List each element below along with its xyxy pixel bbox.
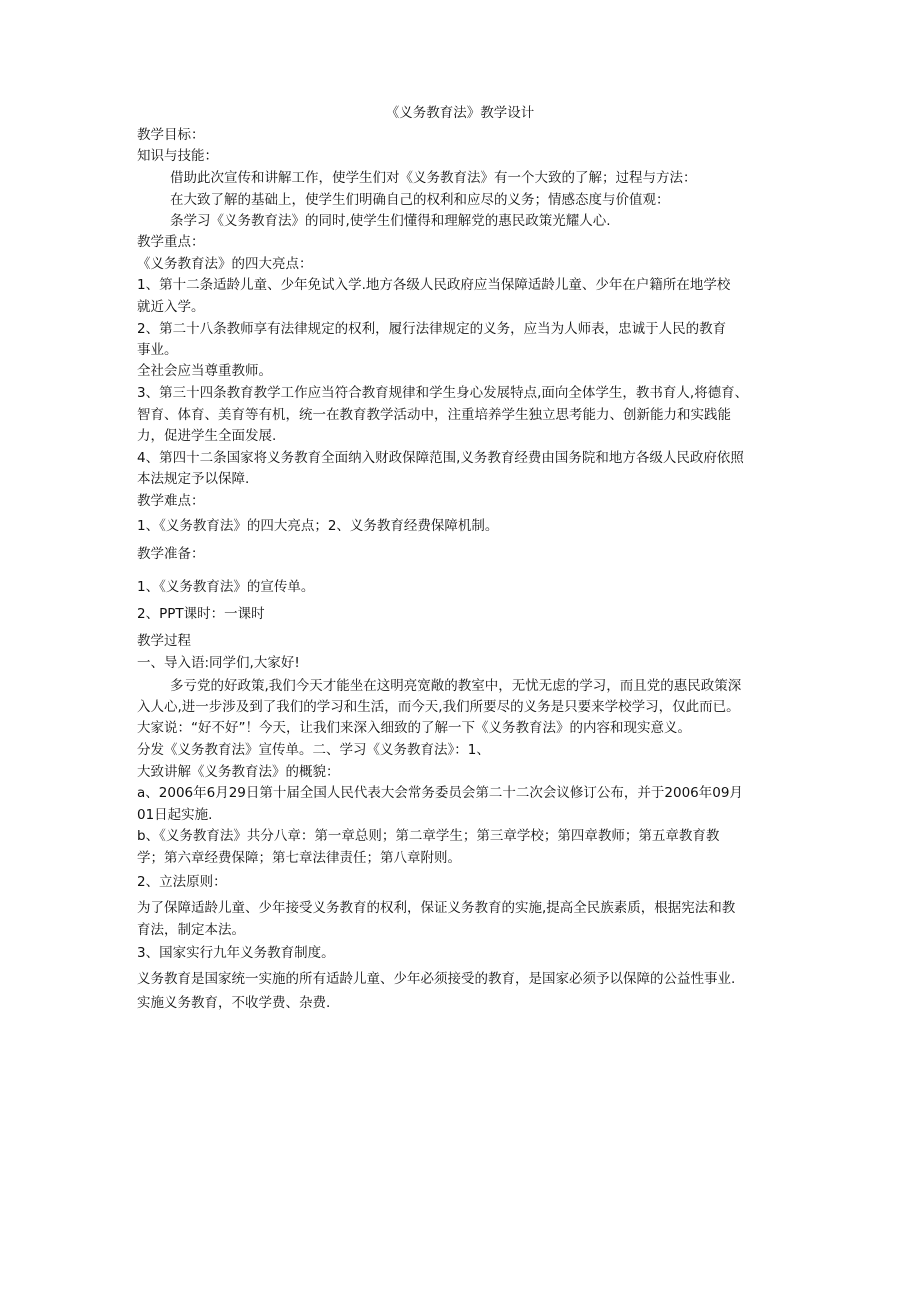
text-line: 实施义务教育，不收学费、杂费.: [137, 995, 331, 1011]
text-line: 1、第十二条适龄儿童、少年免试入学.地方各级人民政府应当保障适龄儿童、少年在户籍所在地学校: [137, 277, 731, 293]
text-line: 教学难点：: [137, 493, 205, 509]
text-line: 入人心,进一步涉及到了我们的学习和生活，而今天,我们所要尽的义务是只要来学校学习，仅此而已。: [137, 699, 740, 715]
text-line: 《义务教育法》的四大亮点：: [137, 256, 313, 272]
text-line: 智育、体育、美育等有机，统一在教育教学活动中，注重培养学生独立思考能力、创新能力和实践能: [137, 407, 731, 423]
text-line: 教学过程: [137, 633, 191, 649]
text-line: 义务教育是国家统一实施的所有适龄儿童、少年必须接受的教育，是国家必须予以保障的公益性事业.: [137, 971, 736, 987]
text-line: 1、《义务教育法》的宣传单。: [137, 579, 315, 595]
text-line: 力，促进学生全面发展.: [137, 428, 277, 444]
text-line: 1、《义务教育法》的四大亮点；2、义务教育经费保障机制。: [137, 518, 499, 534]
text-line: 学；第六章经费保障；第七章法律责任；第八章附则。: [137, 850, 461, 866]
text-line: 全社会应当尊重教师。: [137, 363, 272, 379]
text-line: 教学准备：: [137, 546, 205, 562]
text-line: 4、第四十二条国家将义务教育全面纳入财政保障范围,义务教育经费由国务院和地方各级人民政府依照: [137, 450, 744, 466]
text-line: 知识与技能：: [137, 148, 218, 164]
text-line: 教学重点：: [137, 234, 205, 250]
text-line: 条学习《义务教育法》的同时,使学生们懂得和理解党的惠民政策光耀人心.: [170, 213, 611, 229]
text-line: 为了保障适龄儿童、少年接受义务教育的权利，保证义务教育的实施,提高全民族素质，根据宪法和教: [137, 900, 736, 916]
text-line: 多亏党的好政策,我们今天才能坐在这明亮宽敞的教室中，无忧无虑的学习，而且党的惠民政策深: [170, 678, 742, 694]
text-line: 事业。: [137, 342, 178, 358]
text-line: a、2006年6月29日第十届全国人民代表大会常务委员会第二十二次会议修订公布，并于2006年09月: [137, 785, 743, 801]
text-line: 就近入学。: [137, 299, 205, 315]
text-line: 教学目标：: [137, 127, 205, 143]
text-line: 一、导入语:同学们,大家好!: [137, 655, 300, 671]
text-line: b、《义务教育法》共分八章：第一章总则；第二章学生；第三章学校；第四章教师；第五章教育教: [137, 828, 720, 844]
text-line: 01日起实施.: [137, 807, 213, 823]
text-line: 分发《义务教育法》宣传单。二、学习《义务教育法》：1、: [137, 742, 490, 758]
text-line: 大家说：“好不好”！今天，让我们来深入细致的了解一下《义务教育法》的内容和现实意义。: [137, 720, 691, 736]
text-line: 3、国家实行九年义务教育制度。: [137, 945, 335, 961]
text-line: 2、PPT课时：一课时: [137, 606, 265, 622]
text-line: 3、第三十四条教育教学工作应当符合教育规律和学生身心发展特点,面向全体学生，教书育人,将德育、: [137, 385, 749, 401]
text-line: 本法规定予以保障.: [137, 471, 250, 487]
text-line: 2、第二十八条教师享有法律规定的权利，履行法律规定的义务，应当为人师表，忠诚于人民的教育: [137, 321, 727, 337]
text-line: 在大致了解的基础上，使学生们明确自己的权利和应尽的义务；情感态度与价值观：: [170, 192, 670, 208]
text-line: 借助此次宣传和讲解工作，使学生们对《义务教育法》有一个大致的了解；过程与方法：: [170, 170, 697, 186]
text-line: 2、立法原则：: [137, 874, 227, 890]
text-line: 大致讲解《义务教育法》的概貌：: [137, 764, 340, 780]
document-title: 《义务教育法》教学设计: [385, 105, 535, 121]
text-line: 育法，制定本法。: [137, 922, 245, 938]
